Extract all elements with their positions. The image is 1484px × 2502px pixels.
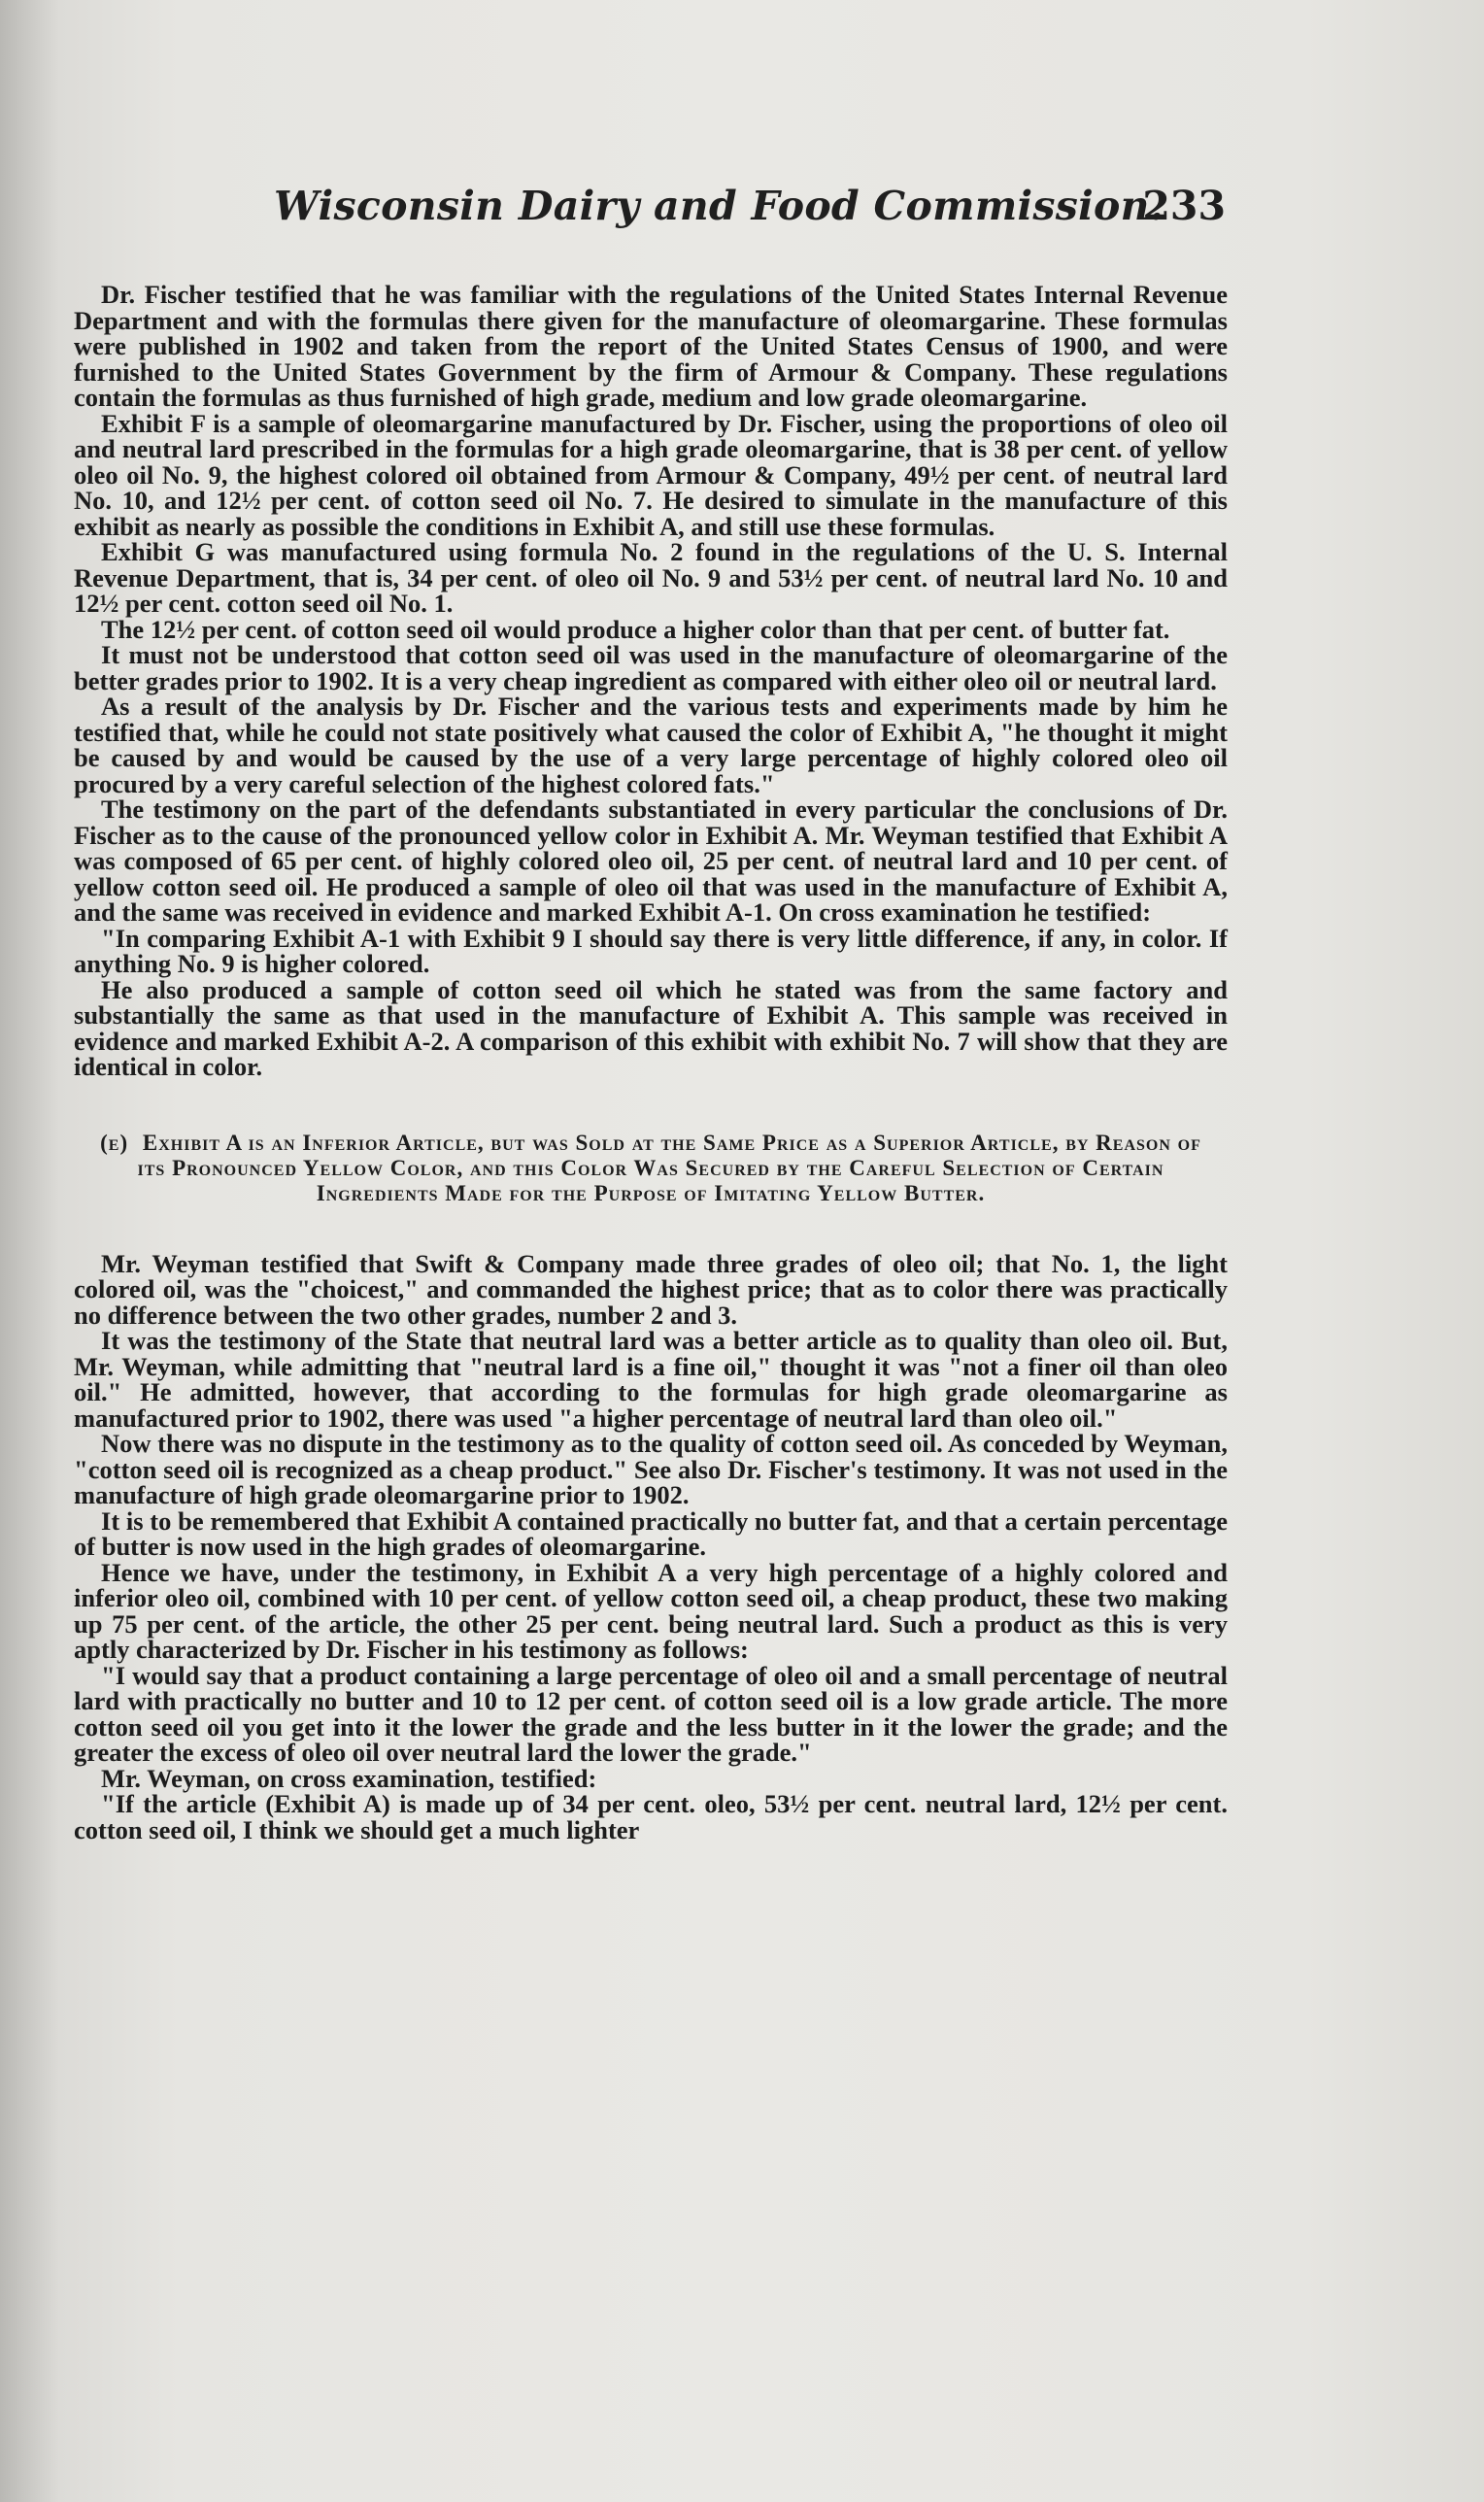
- paragraph: The 12½ per cent. of cotton seed oil would produce a higher color than that per cent. of butter fat.: [101, 614, 1170, 644]
- running-title: Wisconsin Dairy and Food Commission.: [274, 183, 1164, 229]
- body-text: [74, 282, 1228, 1843]
- paragraph: Exhibit F is a sample of oleomargarine manufactured by Dr. Fischer, using the proportions of oleo oil and neutral lard prescribed in the formulas for a high grade oleomargarine, that is 38 per cent. of yellow oleo oil No. 9, the highest colored oil obtained from Armour & Company, 49½ per cent. of neutral lard No. 10, and 12½ per cent. of cotton seed oil No. 7. He desired to simulate in the manufacture of this exhibit as nearly as possible the conditions in Exhibit A, and still use these formulas.: [74, 408, 1228, 541]
- section-heading-text: Exhibit A is an Inferior Article, but was Sold at the Same Price as a Superior Article, by Reason of its Pronounced Yellow Color, and this Color Was Secured by the Careful Selection of Certain Ingredients Made for the Purpose of Imitating Yellow Butter.: [137, 1130, 1201, 1205]
- paragraph: Now there was no dispute in the testimony as to the quality of cotton seed oil. As conceded by Weyman, "cotton seed oil is recognized as a cheap product." See also Dr. Fischer's testimony. It was not used in the manufacture of high grade oleomargarine prior to 1902.: [74, 1429, 1228, 1509]
- paragraph: "In comparing Exhibit A-1 with Exhibit 9 I should say there is very little difference, if any, in color. If anything No. 9 is higher colored.: [74, 923, 1228, 978]
- paragraph: It is to be remembered that Exhibit A contained practically no butter fat, and that a certain percentage of butter is now used in the high grades of oleomargarine.: [74, 1505, 1228, 1561]
- paragraph: Hence we have, under the testimony, in Exhibit A a very high percentage of a highly colored and inferior oleo oil, combined with 10 per cent. of yellow cotton seed oil, a cheap product, these two making up 75 per cent. of the article, the other 25 per cent. being neutral lard. Such a product as this is very aptly characterized by Dr. Fischer in his testimony as follows:: [74, 1557, 1228, 1664]
- page-header: [274, 183, 1226, 241]
- page-number: 233: [1142, 183, 1226, 229]
- paragraph: Dr. Fischer testified that he was familiar with the regulations of the United States Internal Revenue Department and with the formulas there given for the manufacture of oleomargarine. These formulas were published in 1902 and taken from the report of the United States Census of 1900, and were furnished to the United States Government by the firm of Armour & Company. These regulations contain the formulas as thus furnished of high grade, medium and low grade oleomargarine.: [74, 280, 1228, 412]
- section-label: (e): [100, 1130, 129, 1155]
- paragraph: It must not be understood that cotton seed oil was used in the manufacture of oleomargarine of the better grades prior to 1902. It is a very cheap ingredient as compared with either oleo oil or neutral lard.: [74, 640, 1228, 695]
- paragraph: Exhibit G was manufactured using formula No. 2 found in the regulations of the U. S. Internal Revenue Department, that is, 34 per cent. of oleo oil No. 9 and 53½ per cent. of neutral lard No. 10 and 12½ per cent. cotton seed oil No. 1.: [74, 537, 1228, 618]
- section-heading: [74, 1131, 1228, 1206]
- paragraph: "If the article (Exhibit A) is made up of 34 per cent. oleo, 53½ per cent. neutral lard, 12½ per cent. cotton seed oil, I think we should get a much lighter: [74, 1789, 1228, 1844]
- paragraph: He also produced a sample of cotton seed oil which he stated was from the same factory and substantially the same as that used in the manufacture of Exhibit A. This sample was received in evidence and marked Exhibit A-2. A comparison of this exhibit with exhibit No. 7 will show that they are identical in color.: [74, 974, 1228, 1081]
- paragraph: "I would say that a product containing a large percentage of oleo oil and a small percentage of neutral lard with practically no butter and 10 to 12 per cent. of cotton seed oil is a low grade article. The more cotton seed oil you get into it the lower the grade and the less butter in it the lower the grade; and the greater the excess of oleo oil over neutral lard the lower the grade.": [74, 1660, 1228, 1767]
- paragraph: Mr. Weyman, on cross examination, testified:: [101, 1763, 597, 1793]
- paragraph: It was the testimony of the State that neutral lard was a better article as to quality than oleo oil. But, Mr. Weyman, while admitting that "neutral lard is a fine oil," thought it was "not a finer oil than oleo oil." He admitted, however, that according to the formulas for high grade oleomargarine as manufactured prior to 1902, there was used "a higher percentage of neutral lard than oleo oil.": [74, 1326, 1228, 1433]
- paragraph: As a result of the analysis by Dr. Fischer and the various tests and experiments made by him he testified that, while he could not state positively what caused the color of Exhibit A, "he thought it might be caused by and would be caused by the use of a very large percentage of highly colored oleo oil procured by a very careful selection of the highest colored fats.": [74, 692, 1228, 798]
- paragraph: Mr. Weyman testified that Swift & Company made three grades of oleo oil; that No. 1, the light colored oil, was the "choicest," and commanded the highest price; that as to color there was practically no difference between the two other grades, number 2 and 3.: [74, 1248, 1228, 1330]
- paragraph: The testimony on the part of the defendants substantiated in every particular the conclusions of Dr. Fischer as to the cause of the pronounced yellow color in Exhibit A. Mr. Weyman testified that Exhibit A was composed of 65 per cent. of highly colored oleo oil, 25 per cent. of neutral lard and 10 per cent. of yellow cotton seed oil. He produced a sample of oleo oil that was used in the manufacture of Exhibit A, and the same was received in evidence and marked Exhibit A-1. On cross examination he testified:: [74, 795, 1228, 927]
